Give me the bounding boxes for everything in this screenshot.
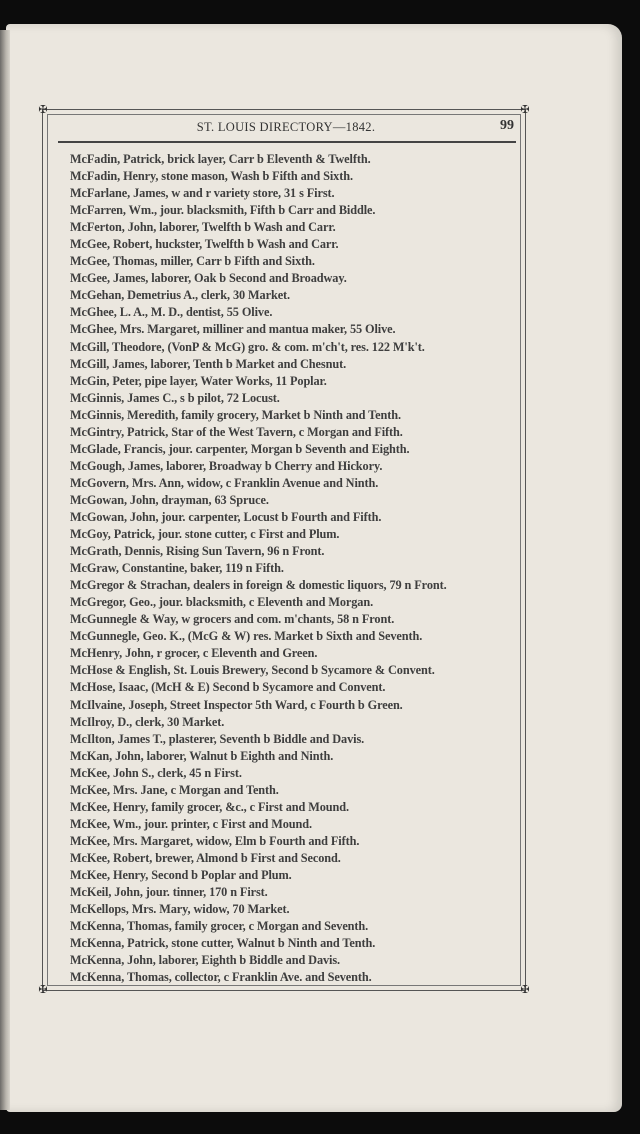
- directory-entry: McGehan, Demetrius A., clerk, 30 Market.: [70, 288, 291, 303]
- directory-entry: McFerton, John, laborer, Twelfth b Wash and Carr.: [70, 220, 336, 235]
- directory-entry: McGintry, Patrick, Star of the West Tavern, c Morgan and Fifth.: [70, 424, 403, 439]
- directory-entry: McFadin, Henry, stone mason, Wash b Fifth and Sixth.: [70, 169, 353, 184]
- directory-entry: McKenna, Patrick, stone cutter, Walnut b Ninth and Tenth.: [70, 936, 376, 951]
- directory-entry: McFarren, Wm., jour. blacksmith, Fifth b Carr and Biddle.: [70, 203, 376, 218]
- directory-entry: McGhee, Mrs. Margaret, milliner and mantua maker, 55 Olive.: [70, 322, 396, 337]
- directory-entry: McGraw, Constantine, baker, 119 n Fifth.: [70, 561, 284, 576]
- directory-entries: [70, 151, 520, 986]
- directory-entry: McGunnegle, Geo. K., (McG & W) res. Market b Sixth and Seventh.: [70, 629, 423, 644]
- directory-entry: McGough, James, laborer, Broadway b Cherry and Hickory.: [70, 458, 383, 473]
- directory-entry: McHose & English, St. Louis Brewery, Second b Sycamore & Convent.: [70, 663, 435, 678]
- corner-ornament-icon: ✠: [38, 104, 48, 116]
- directory-entry: McGill, Theodore, (VonP & McG) gro. & com. m'ch't, res. 122 M'k't.: [70, 339, 425, 354]
- directory-entry: McKellops, Mrs. Mary, widow, 70 Market.: [70, 902, 290, 917]
- directory-entry: McGin, Peter, pipe layer, Water Works, 11 Poplar.: [70, 373, 327, 388]
- directory-entry: McGunnegle & Way, w grocers and com. m'chants, 58 n Front.: [70, 612, 395, 627]
- directory-entry: McFadin, Patrick, brick layer, Carr b Eleventh & Twelfth.: [70, 152, 371, 166]
- directory-entry: McIlvaine, Joseph, Street Inspector 5th Ward, c Fourth b Green.: [70, 697, 403, 712]
- page-stack-edge: [0, 30, 10, 1110]
- directory-entry: McGill, James, laborer, Tenth b Market and Chesnut.: [70, 356, 347, 371]
- directory-entry: McKee, Robert, brewer, Almond b First and Second.: [70, 850, 341, 865]
- directory-entry: McIlton, James T., plasterer, Seventh b Biddle and Davis.: [70, 731, 365, 746]
- running-header: [56, 118, 516, 140]
- corner-ornament-icon: ✠: [520, 984, 530, 996]
- directory-entry: McGowan, John, drayman, 63 Spruce.: [70, 492, 269, 507]
- directory-entry: McGhee, L. A., M. D., dentist, 55 Olive.: [70, 305, 273, 320]
- directory-entry: McIlroy, D., clerk, 30 Market.: [70, 714, 225, 729]
- directory-entry: McGovern, Mrs. Ann, widow, c Franklin Avenue and Ninth.: [70, 475, 379, 490]
- directory-entry: McGregor & Strachan, dealers in foreign & domestic liquors, 79 n Front.: [70, 578, 447, 593]
- directory-entry: McKan, John, laborer, Walnut b Eighth and Ninth.: [70, 748, 334, 763]
- directory-entry: McKee, Mrs. Margaret, widow, Elm b Fourth and Fifth.: [70, 833, 360, 848]
- directory-entry: McGee, James, laborer, Oak b Second and Broadway.: [70, 271, 347, 286]
- directory-entry: McKenna, Thomas, collector, c Franklin Ave. and Seventh.: [70, 970, 372, 985]
- directory-entry: McGrath, Dennis, Rising Sun Tavern, 96 n Front.: [70, 544, 325, 559]
- directory-entry: McKee, Mrs. Jane, c Morgan and Tenth.: [70, 782, 279, 797]
- corner-ornament-icon: ✠: [520, 104, 530, 116]
- directory-entry: McKee, John S., clerk, 45 n First.: [70, 765, 242, 780]
- directory-entry: McGinnis, Meredith, family grocery, Market b Ninth and Tenth.: [70, 407, 401, 422]
- directory-entry: McKee, Wm., jour. printer, c First and Mound.: [70, 816, 312, 831]
- running-title: ST. LOUIS DIRECTORY—1842.: [196, 120, 376, 134]
- directory-entry: McGlade, Francis, jour. carpenter, Morgan b Seventh and Eighth.: [70, 441, 410, 456]
- directory-entry: McFarlane, James, w and r variety store, 31 s First.: [70, 186, 335, 201]
- directory-entry: McKee, Henry, Second b Poplar and Plum.: [70, 867, 292, 882]
- directory-entry: McKenna, Thomas, family grocer, c Morgan and Seventh.: [70, 919, 369, 934]
- page-number: 99: [500, 118, 514, 133]
- directory-entry: McGregor, Geo., jour. blacksmith, c Eleventh and Morgan.: [70, 595, 374, 610]
- directory-entry: McKenna, John, laborer, Eighth b Biddle and Davis.: [70, 953, 341, 968]
- directory-entry: McKeil, John, jour. tinner, 170 n First.: [70, 885, 268, 900]
- directory-entry: McGoy, Patrick, jour. stone cutter, c First and Plum.: [70, 527, 340, 542]
- header-rule: [58, 141, 516, 143]
- directory-entry: McGowan, John, jour. carpenter, Locust b Fourth and Fifth.: [70, 509, 382, 524]
- directory-entry: McGee, Robert, huckster, Twelfth b Wash and Carr.: [70, 237, 339, 252]
- corner-ornament-icon: ✠: [38, 984, 48, 996]
- directory-entry: McKee, Henry, family grocer, &c., c First and Mound.: [70, 799, 349, 814]
- directory-entry: McHenry, John, r grocer, c Eleventh and Green.: [70, 646, 318, 661]
- directory-entry: McGinnis, James C., s b pilot, 72 Locust.: [70, 390, 280, 405]
- directory-entry: McHose, Isaac, (McH & E) Second b Sycamore and Convent.: [70, 680, 386, 695]
- directory-entry: McGee, Thomas, miller, Carr b Fifth and Sixth.: [70, 254, 315, 269]
